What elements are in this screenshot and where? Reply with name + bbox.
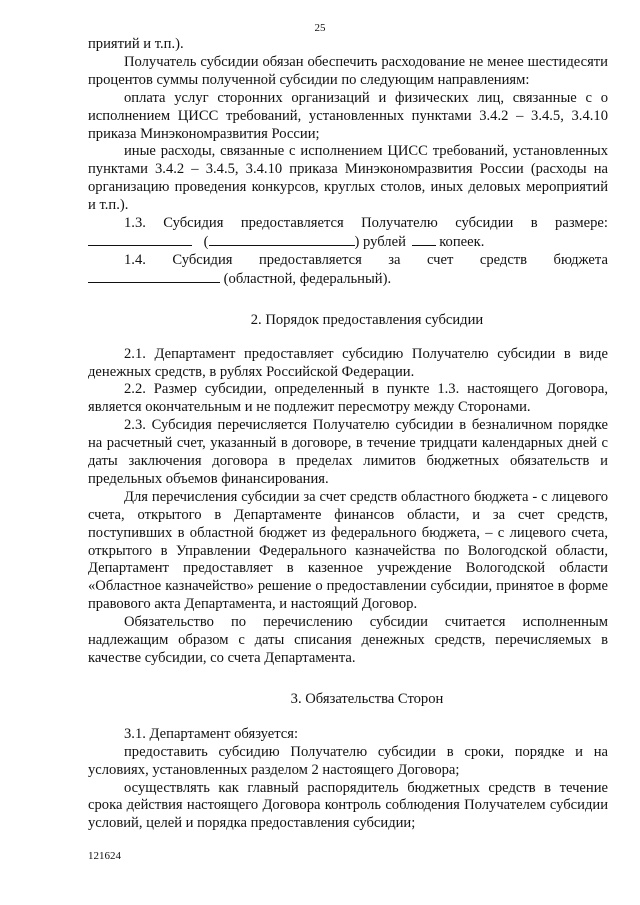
word: средств	[479, 251, 528, 268]
paragraph-other-expenses: иные расходы, связанные с исполнением ЦИСС требований, установленных пунктами 3.4.2 – 3.4.5, 3.4.10 приказа Минэкономразвития России (расходы на организацию проведения конкурсов, круглых столов, иных деловых мероприятий и т.п.).	[88, 143, 608, 214]
clause-1-3-line2	[88, 233, 608, 252]
word: бюджета	[553, 251, 608, 268]
word: предоставляется	[258, 251, 362, 268]
word: субсидии	[455, 215, 514, 232]
clause-2-2: 2.2. Размер субсидии, определенный в пункте 1.3. настоящего Договора, является окончательным и не подлежит пересмотру между Сторонами.	[88, 381, 608, 416]
kopecks-label: копеек.	[439, 233, 485, 250]
paragraph-services-payment: оплата услуг сторонних организаций и физических лиц, связанные с о исполнением ЦИСС требований, установленных пунктами 3.4.2 – 3.4.5, 3.4.10 приказа Минэкономразвития России;	[88, 89, 608, 142]
paragraph-transfer-procedure: Для перечисления субсидии за счет средств областного бюджета - с лицевого счета, открытого в Департаменте финансов области, и за счет средств, поступивших в областной бюджет из федерального бюджета, – с лицевого счета, открытого в Управлении Федерального казначейства по Вологодской области, Департамент предоставляет в казенное учреждение Вологодской области «Областное казначейство» решение о предоставлении субсидии, принятое в форме правового акта Департамента, и настоящий Договор.	[88, 488, 608, 613]
amount-words-blank[interactable]	[209, 233, 355, 246]
paragraph-continuation: приятий и т.п.).	[88, 36, 184, 52]
paragraph-provide-subsidy: предоставить субсидию Получателю субсидии в сроки, порядке и на условиях, установленных разделом 2 настоящего Договора;	[88, 743, 608, 778]
word: Субсидия	[172, 251, 233, 268]
clause-1-4-line2	[88, 270, 608, 289]
word: за	[388, 251, 401, 268]
paragraph-spending-obligation: Получатель субсидии обязан обеспечить расходование не менее шестидесяти процентов суммы полученной субсидии по следующим направлениям:	[88, 53, 608, 88]
clause-3-1: 3.1. Департамент обязуется:	[124, 725, 299, 742]
section-3-heading: 3. Обязательства Сторон	[290, 690, 444, 707]
document-code: 121624	[88, 850, 121, 862]
paragraph-obligation-fulfilled: Обязательство по перечислению субсидии считается исполненным надлежащим образом с даты списания денежных средств, перечисляемых в качестве субсидии, со счета Департамента.	[88, 614, 608, 666]
clause-number: 1.4.	[124, 251, 146, 268]
budget-type-label: (областной, федеральный).	[223, 270, 392, 287]
document-body	[88, 36, 608, 833]
amount-blank[interactable]	[88, 233, 192, 246]
clause-1-3	[88, 215, 608, 252]
word: размере:	[555, 215, 608, 232]
word: Получателю	[361, 215, 438, 232]
word: счет	[427, 251, 454, 268]
clause-2-3: 2.3. Субсидия перечисляется Получателю субсидии в безналичном порядке на расчетный счет, указанный в договоре, в течение тридцати календарных дней с даты заключения договора в пределах лимитов бюджетных обязательств и предельных объемов финансирования.	[88, 417, 608, 487]
paragraph-control: осуществлять как главный распорядитель бюджетных средств в течение срока действия настоящего Договора контроль соблюдения Получателем субсидии условий, целей и порядка предоставления субсидии;	[88, 779, 608, 832]
word: предоставляется	[240, 215, 344, 232]
paren-open: (	[203, 233, 209, 250]
clause-2-1: 2.1. Департамент предоставляет субсидию Получателю субсидии в виде денежных средств, в рублях Российской Федерации.	[88, 345, 608, 380]
clause-1-3-line1	[88, 215, 608, 233]
rubles-label: ) рублей	[354, 233, 406, 250]
budget-blank[interactable]	[88, 270, 220, 283]
section-2-heading: 2. Порядок предоставления субсидии	[250, 311, 484, 328]
page-number: 25	[314, 22, 326, 34]
clause-1-4-line1	[88, 252, 608, 270]
clause-number: 1.3.	[124, 215, 146, 232]
word: в	[530, 215, 538, 232]
kopecks-blank[interactable]	[412, 233, 436, 246]
word: Субсидия	[163, 215, 224, 232]
clause-1-4	[88, 252, 608, 289]
